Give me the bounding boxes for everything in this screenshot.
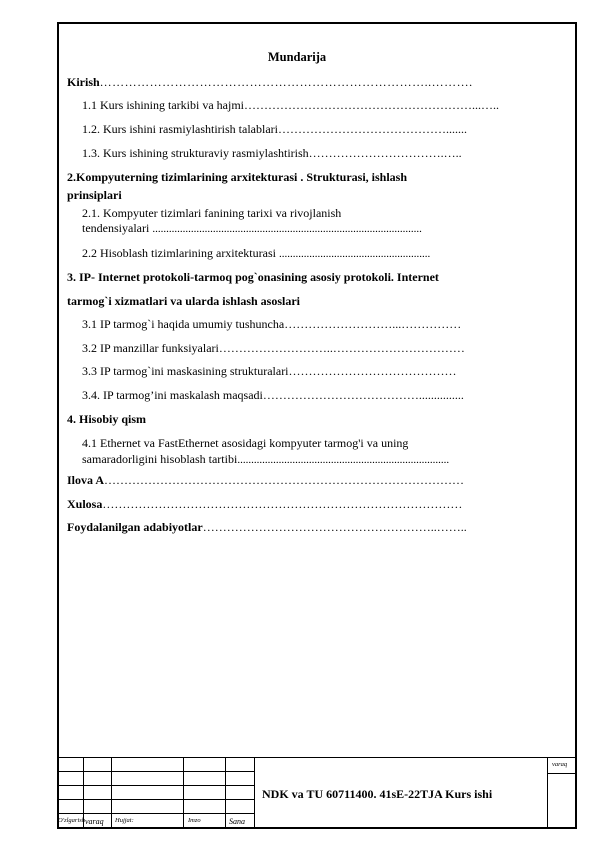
toc-leader: ....................................................... [278, 248, 431, 260]
toc-label: 2.2 Hisoblash tizimlarining arxitekturasi [82, 246, 276, 260]
toc-leader: …………………………………............... [262, 388, 464, 402]
toc-leader: ………………………..…………………………… [218, 341, 465, 355]
toc-entry-2-1-cont [82, 221, 422, 236]
toc-entry-adabiyotlar [67, 520, 467, 535]
stamp-col-line [111, 757, 112, 829]
toc-entry-1-1 [82, 98, 499, 113]
stamp-label-varaq: varaq [85, 817, 104, 826]
stamp-col-line [547, 757, 548, 829]
stamp-row-line [547, 773, 577, 774]
chapter-2-title-cont: prinsiplari [67, 188, 122, 202]
page-title: Mundarija [267, 50, 327, 64]
toc-leader: ……………………………………………………………………..………. [99, 75, 473, 89]
toc-label: Ilova A [67, 473, 105, 487]
toc-label: Kirish [67, 75, 100, 89]
stamp-label-varaq-right: varaq [552, 761, 568, 768]
toc-entry-kirish [67, 75, 473, 90]
toc-label: Xulosa [67, 497, 103, 511]
toc-entry-3-3 [82, 364, 457, 379]
chapter-3-title: 3. IP- Internet protokoli-tarmoq pog`onasining asosiy protokoli. Internet [67, 270, 439, 284]
chapter-4-title: 4. Hisobiy qism [67, 412, 147, 426]
stamp-col-line [225, 757, 226, 829]
stamp-col-line [254, 757, 255, 829]
toc-label: 1.3. Kurs ishining strukturaviy rasmiylashtirish [82, 146, 309, 160]
toc-label: 3.2 IP manzillar funksiyalari [82, 341, 219, 355]
stamp-label-hujjat: Hujjat: [115, 817, 134, 824]
toc-entry-2-2 [82, 246, 430, 261]
toc-leader: …………………………………… [288, 364, 457, 378]
toc-label: Foydalanilgan adabiyotlar [67, 520, 203, 534]
toc-entry-3-4 [82, 388, 464, 403]
stamp-label-sana: Sana [229, 817, 245, 826]
toc-entry-1-3 [82, 146, 462, 161]
toc-entry-4-1-cont [82, 452, 449, 467]
toc-leader: …………………………….….. [308, 146, 462, 160]
toc-leader: ............................................................................. [237, 454, 450, 466]
toc-leader: ……………………………………....... [277, 122, 467, 136]
title-block [57, 757, 577, 829]
toc-leader: …………………………………………………..…….. [202, 520, 467, 534]
stamp-top-border [57, 757, 577, 758]
stamp-col-line [183, 757, 184, 829]
stamp-label-imzo: Imzo [188, 817, 201, 824]
toc-entry-3-1 [82, 317, 461, 332]
toc-label: 3.3 IP tarmog`ini maskasining strukturalari [82, 364, 289, 378]
toc-label: tendensiyalari [82, 221, 150, 235]
toc-leader: …………………………………………………...….. [243, 98, 499, 112]
toc-label: 3.4. IP tarmog’ini maskalash maqsadi [82, 388, 263, 402]
toc-label: samaradorligini hisoblash tartibi [82, 452, 238, 466]
toc-entry-ilova [67, 473, 464, 488]
toc-entry-xulosa [67, 497, 462, 512]
toc-entry-1-2 [82, 122, 467, 137]
toc-label: 3.1 IP tarmog`i haqida umumiy tushuncha [82, 317, 285, 331]
document-code: NDK va TU 60711400. 41sE-22TJA Kurs ishi [262, 787, 493, 801]
toc-label: 1.1 Kurs ishining tarkibi va hajmi [82, 98, 244, 112]
toc-label: 1.2. Kurs ishini rasmiylashtirish talablari [82, 122, 278, 136]
chapter-2-title: 2.Kompyuterning tizimlarining arxitekturasi . Strukturasi, ishlash [67, 170, 408, 184]
toc-leader: ……………………………………………………………………………… [102, 497, 463, 511]
toc-leader: ………………………...…………… [284, 317, 462, 331]
toc-leader: ……………………………………………………………………………… [104, 473, 465, 487]
toc-entry-4-1: 4.1 Ethernet va FastEthernet asosidagi kompyuter tarmog'i va uning [82, 436, 409, 450]
chapter-3-title-cont: tarmog`i xizmatlari va ularda ishlash asoslari [67, 294, 300, 308]
stamp-label-ozgarish: O'zlgarish [58, 817, 86, 824]
toc-entry-3-2 [82, 341, 465, 356]
toc-entry-2-1: 2.1. Kompyuter tizimlari fanining tarixi va rivojlanish [82, 206, 342, 220]
toc-leader: .................................................................................................. [152, 223, 422, 235]
